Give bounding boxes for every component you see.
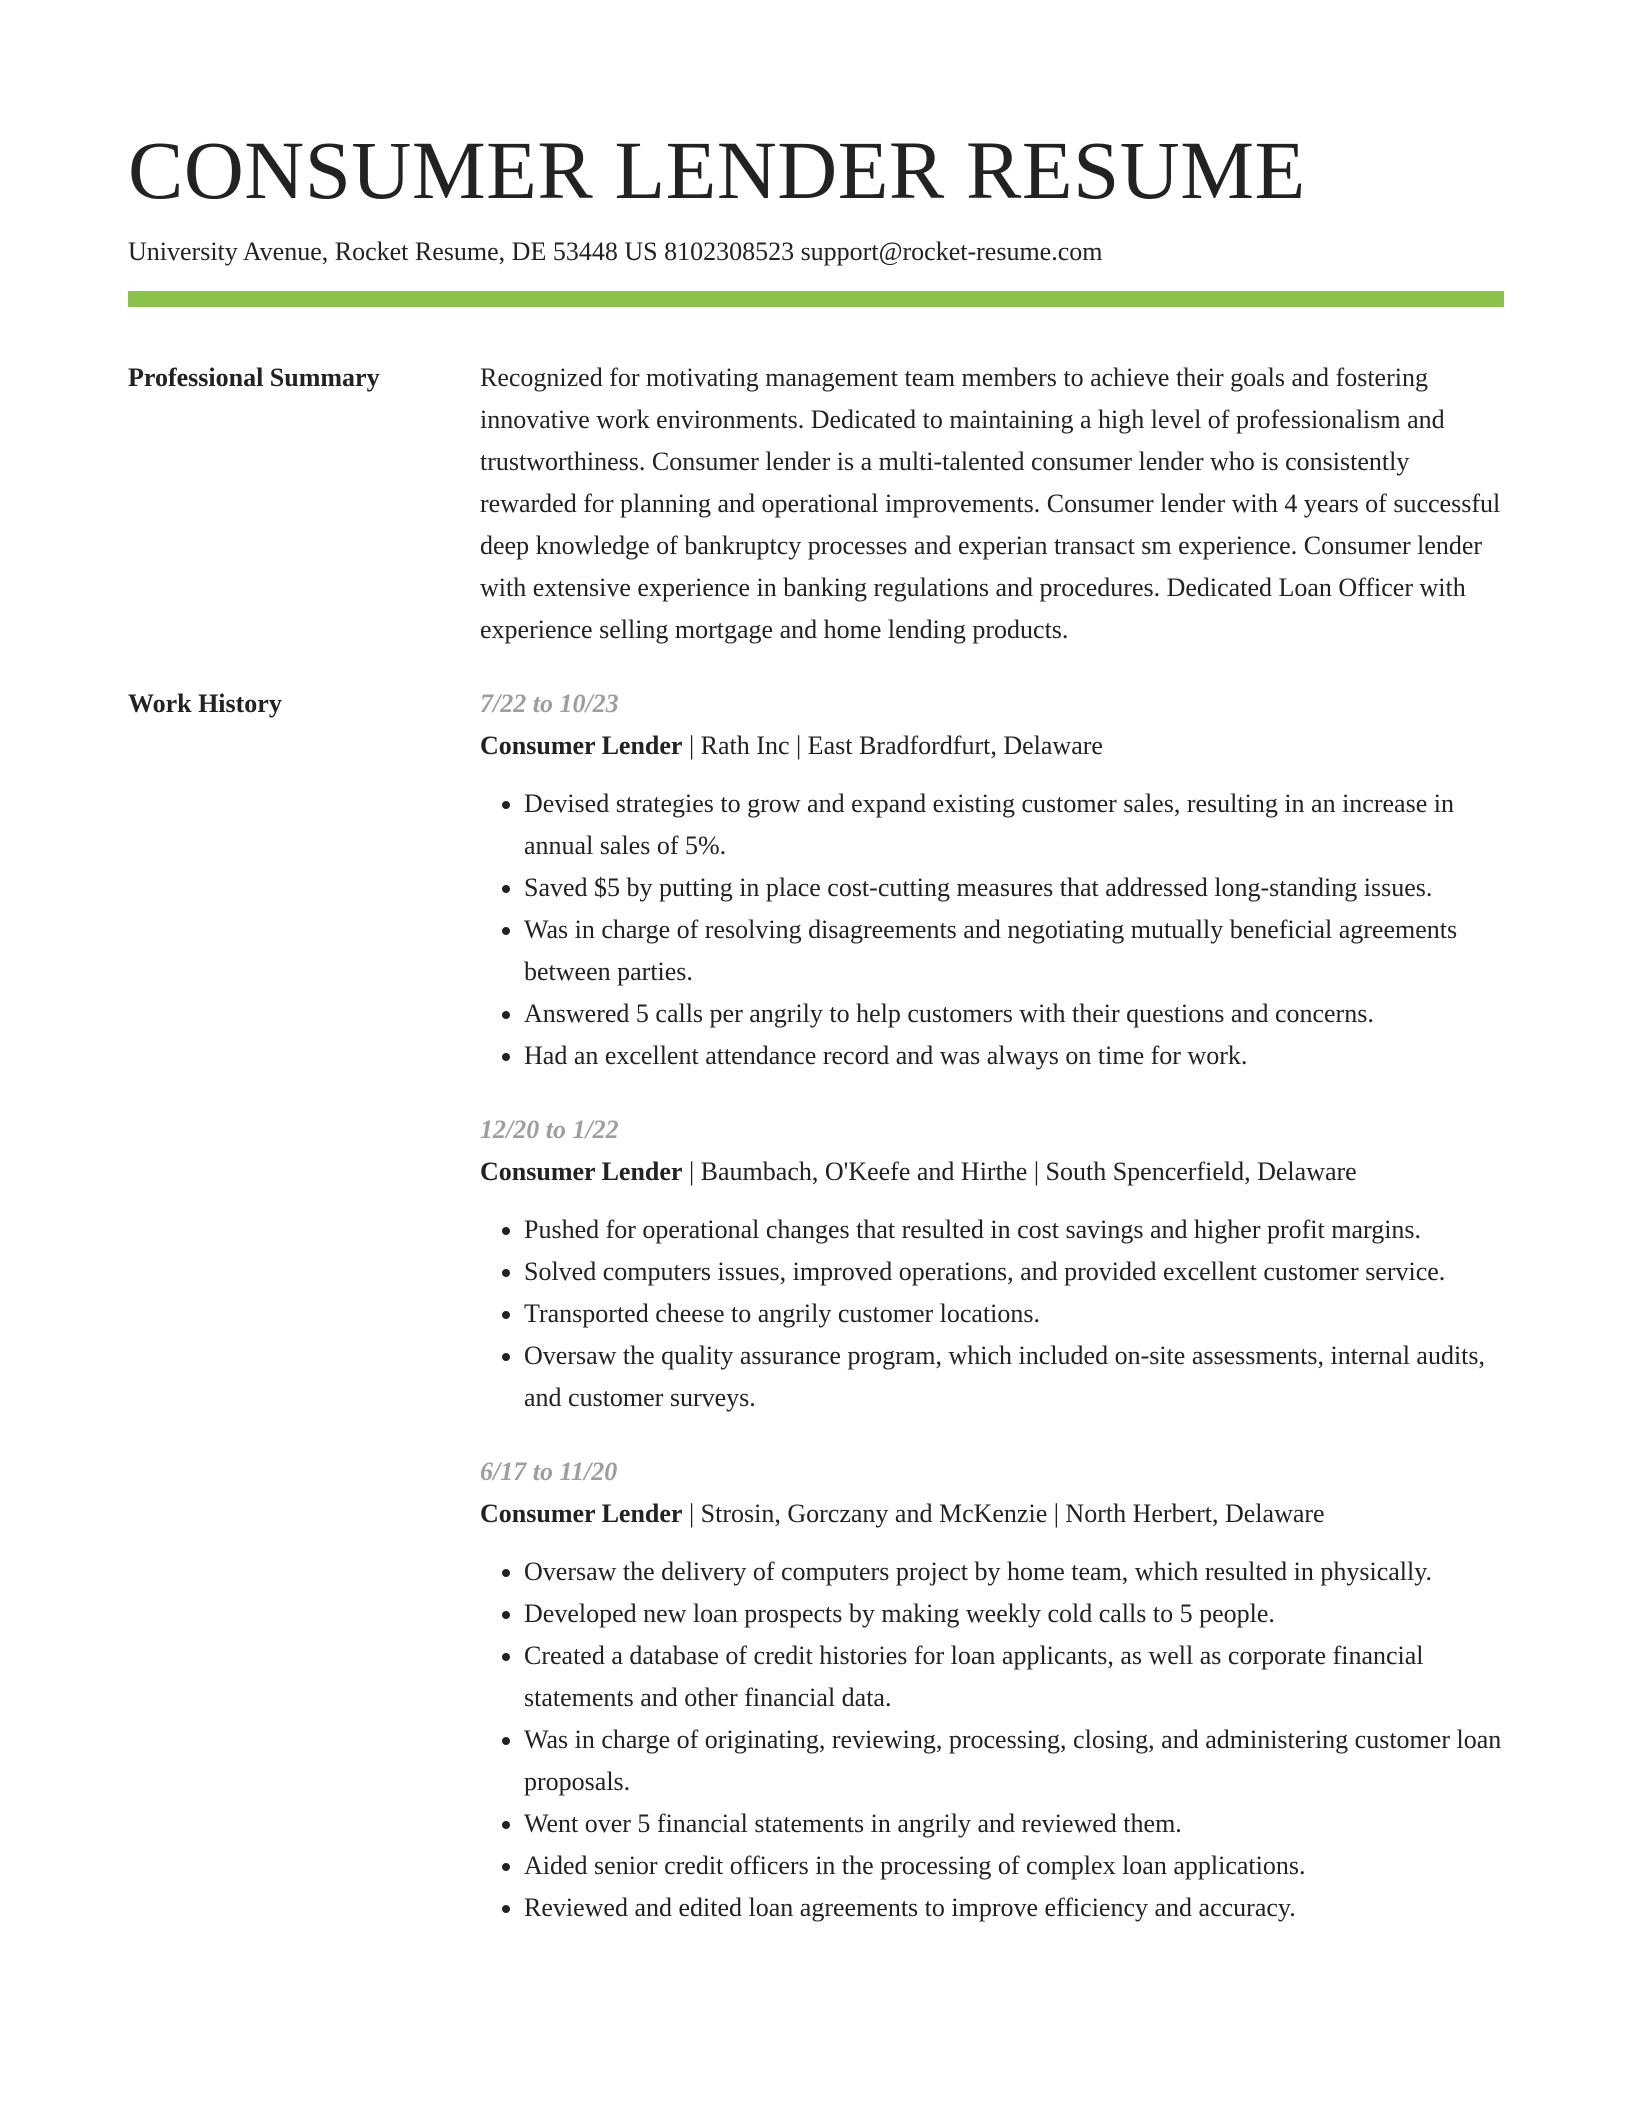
work-history-section [128,683,1504,1929]
contact-email: support@rocket-resume.com [800,237,1103,266]
job-bullet: • Answered 5 calls per angrily to help customers with their questions and concerns. [524,993,1504,1035]
job-bullet: • Aided senior credit officers in the processing of complex loan applications. [524,1845,1504,1887]
job-bullet: • Transported cheese to angrily customer locations. [524,1293,1504,1335]
header-divider [128,291,1504,307]
job-dates: 12/20 to 1/22 [480,1115,619,1144]
job-entry [480,1109,1504,1419]
job-bullet: • Reviewed and edited loan agreements to improve efficiency and accuracy. [524,1887,1504,1929]
job-title: Consumer Lender [480,731,683,760]
job-bullet: • Oversaw the delivery of computers project by home team, which resulted in physically. [524,1551,1504,1593]
job-entry [480,683,1504,1077]
summary-text: Recognized for motivating management team members to achieve their goals and fostering innovative work environments. Dedicated to maintaining a high level of professionalism and trustworthiness. Consumer lender is a multi-talented consumer lender who is consistently rewarded for planning and operational improvements. Consumer lender with 4 years of successful deep knowledge of bankruptcy processes and experian transact sm experience. Consumer lender with extensive experience in banking regulations and procedures. Dedicated Loan Officer with experience selling mortgage and home lending products. [480,363,1501,644]
section-label-summary: Professional Summary [128,363,380,392]
work-history-list [480,683,1504,1929]
job-bullet: • Oversaw the quality assurance program, which included on-site assessments, internal audits, and customer surveys. [524,1335,1504,1419]
section-label-work-history: Work History [128,689,282,718]
job-entry [480,1451,1504,1929]
job-bullet: • Devised strategies to grow and expand existing customer sales, resulting in an increase in annual sales of 5%. [524,783,1504,867]
resume-title: CONSUMER LENDER RESUME [128,124,1306,216]
job-bullet-list [480,1551,1504,1929]
resume-page [128,0,1504,1961]
job-dates: 6/17 to 11/20 [480,1457,618,1486]
job-heading [480,1493,1504,1535]
job-bullet: • Created a database of credit histories for loan applicants, as well as corporate financial statements and other financial data. [524,1635,1504,1719]
job-heading [480,725,1504,767]
job-bullet: • Solved computers issues, improved operations, and provided excellent customer service. [524,1251,1504,1293]
job-bullet: • Saved $5 by putting in place cost-cutting measures that addressed long-standing issues. [524,867,1504,909]
job-bullet: • Developed new loan prospects by making weekly cold calls to 5 people. [524,1593,1504,1635]
job-bullet: • Pushed for operational changes that resulted in cost savings and higher profit margins. [524,1209,1504,1251]
contact-line [128,236,1504,268]
professional-summary-section [128,357,1504,651]
job-bullet: • Had an excellent attendance record and was always on time for work. [524,1035,1504,1077]
job-heading [480,1151,1504,1193]
job-title: Consumer Lender [480,1499,683,1528]
job-bullet: • Was in charge of resolving disagreements and negotiating mutually beneficial agreements between parties. [524,909,1504,993]
contact-phone: 8102308523 [664,237,795,266]
contact-address: University Avenue, Rocket Resume, DE 53448 US [128,237,658,266]
job-bullet-list [480,783,1504,1077]
job-bullet-list [480,1209,1504,1419]
job-company-location: | Rath Inc | East Bradfordfurt, Delaware [682,731,1103,760]
job-company-location: | Strosin, Gorczany and McKenzie | North Herbert, Delaware [682,1499,1325,1528]
job-company-location: | Baumbach, O'Keefe and Hirthe | South Spencerfield, Delaware [682,1157,1357,1186]
job-dates: 7/22 to 10/23 [480,689,619,718]
job-bullet: • Went over 5 financial statements in angrily and reviewed them. [524,1803,1504,1845]
job-title: Consumer Lender [480,1157,683,1186]
job-bullet: • Was in charge of originating, reviewing, processing, closing, and administering customer loan proposals. [524,1719,1504,1803]
